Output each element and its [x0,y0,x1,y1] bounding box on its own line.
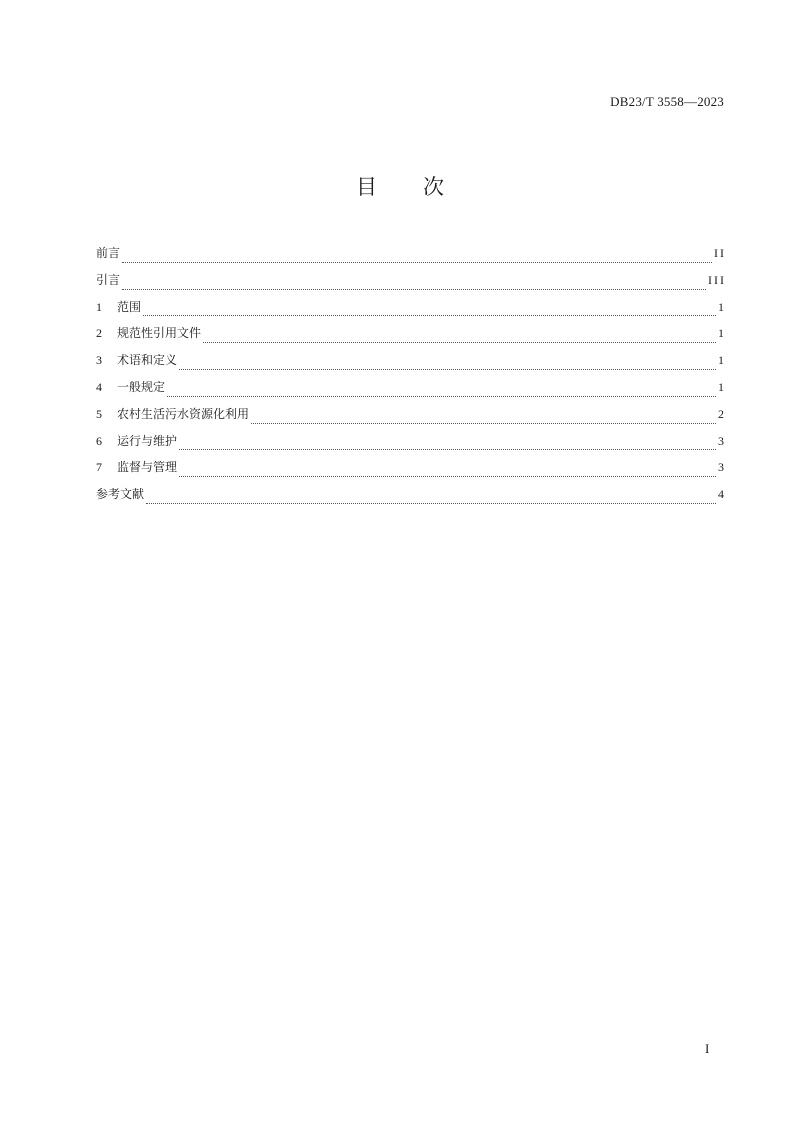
toc-page: 4 [718,487,726,502]
leader-dots [179,369,716,370]
toc-entry-3[interactable] [96,351,724,378]
leader-dots [143,315,716,316]
toc-page: 1 [718,299,726,314]
leader-dots [203,342,716,343]
toc-label: 术语和定义 [117,353,178,368]
leader-dots [167,396,716,397]
page-number: I [705,1041,710,1056]
toc-entry-2[interactable] [96,324,724,351]
toc-number: 2 [96,326,102,341]
toc-label: 引言 [96,272,121,287]
toc-number: 5 [96,406,102,421]
leader-dots [179,449,716,450]
toc-label: 一般规定 [117,379,166,394]
title-char-1: 目 [356,175,377,199]
toc-number: 3 [96,353,102,368]
leader-dots [122,289,706,290]
toc-page: 1 [718,326,726,341]
toc-entry-4[interactable] [96,378,724,405]
toc-number: 1 [96,299,102,314]
title-char-2: 次 [423,175,444,199]
toc-entry-1[interactable] [96,298,724,325]
leader-dots [179,476,716,477]
toc-label: 范围 [117,299,142,314]
toc-page: 1 [718,353,726,368]
toc-entry-foreword[interactable] [96,244,724,271]
toc-entry-5[interactable] [96,405,724,432]
toc-label: 运行与维护 [117,433,178,448]
toc-label: 规范性引用文件 [117,326,202,341]
toc-label: 参考文献 [96,487,145,502]
leader-dots [251,423,716,424]
toc-page: 1 [718,379,726,394]
toc-page: 3 [718,433,726,448]
toc-entry-introduction[interactable] [96,271,724,298]
toc-entry-6[interactable] [96,432,724,459]
toc-label: 监督与管理 [117,460,178,475]
toc-entry-references[interactable] [96,485,724,512]
leader-dots [146,503,716,504]
table-of-contents [96,244,724,512]
toc-page: 2 [718,406,726,421]
toc-number: 4 [96,379,102,394]
document-code: DB23/T 3558—2023 [610,94,724,109]
leader-dots [122,262,712,263]
toc-entry-7[interactable] [96,458,724,485]
toc-page: III [708,272,726,287]
toc-page: II [714,246,726,260]
toc-label: 农村生活污水资源化利用 [117,406,250,421]
page-title [0,171,800,201]
toc-page: 3 [718,460,726,475]
toc-number: 7 [96,460,102,475]
toc-label: 前言 [96,246,121,260]
toc-number: 6 [96,433,102,448]
